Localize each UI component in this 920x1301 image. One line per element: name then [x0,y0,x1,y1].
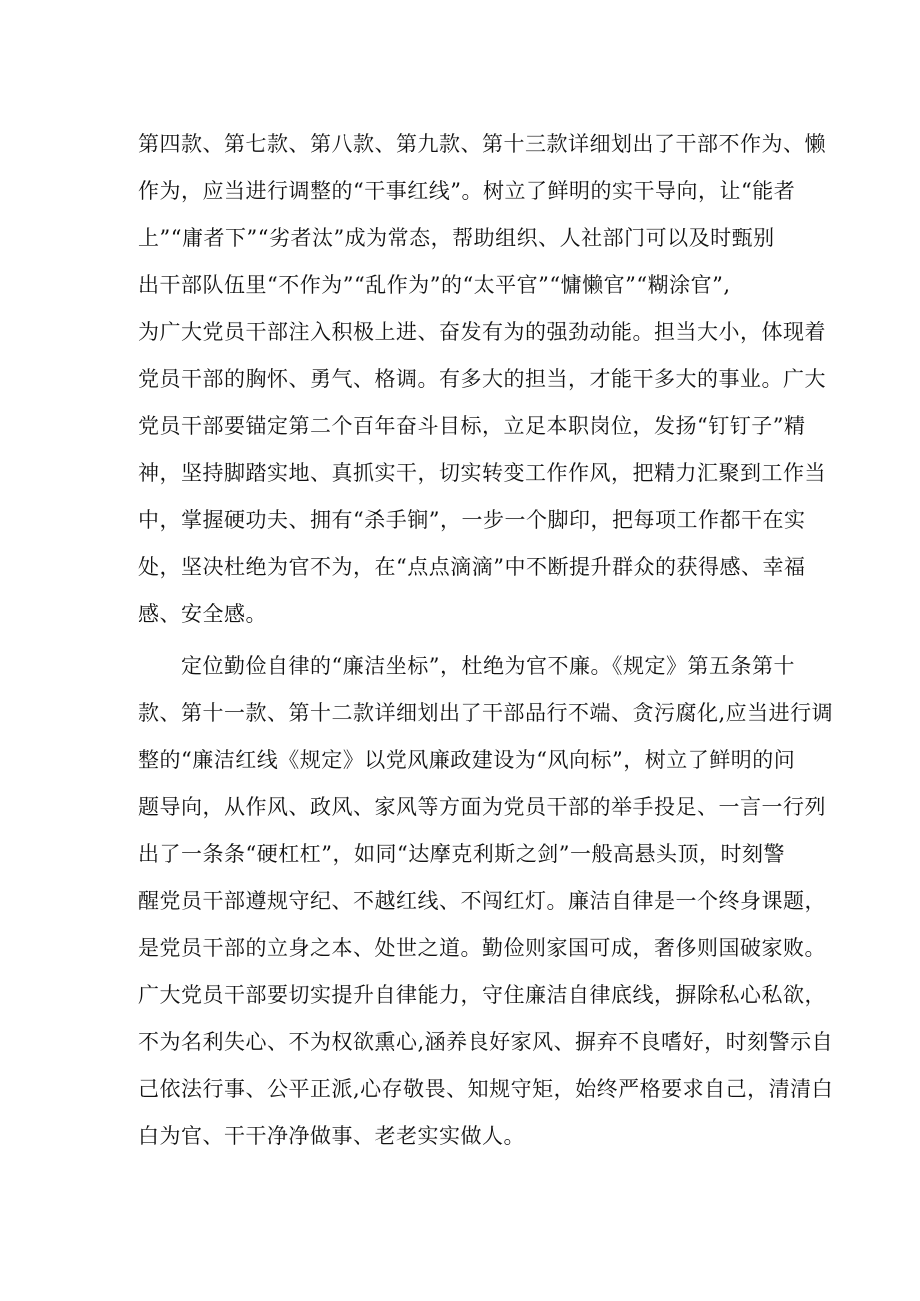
text-line: 出了一条条“硬杠杠”，如同“达摩克利斯之剑”一般高悬头顶，时刻警 [138,842,785,866]
text-line: 题导向，从作风、政风、家风等方面为党员干部的举手投足、一言一行列 [138,795,826,819]
paragraph-1 [138,121,826,638]
document-body [138,121,834,1160]
text-line: 为广大党员干部注入积极上进、奋发有为的强劲动能。担当大小，体现着 [138,320,826,344]
text-line: 款、第十一款、第十二款详细划出了干部品行不端、贪污腐化,应当进行调 [138,701,834,725]
text-line: 神，坚持脚踏实地、真抓实干，切实转变工作作风，把精力汇聚到工作当 [138,461,826,485]
text-line: 出干部队伍里“不作为”“乱作为”的“太平官”“慵懒官”“糊涂官”, [138,273,731,297]
text-line: 整的“廉洁红线《规定》以党风廉政建设为“风向标”，树立了鲜明的问 [138,748,796,772]
text-line: 处，坚决杜绝为官不为，在“点点滴滴”中不断提升群众的获得感、幸福 [138,555,806,579]
text-line: 作为，应当进行调整的“干事红线”。树立了鲜明的实干导向，让“能者 [138,179,796,203]
text-line: 白为官、干干净净做事、老老实实做人。 [138,1124,525,1148]
text-line: 党员干部的胸怀、勇气、格调。有多大的担当，才能干多大的事业。广大 [138,367,826,391]
text-line: 上”“庸者下”“劣者汰”成为常态，帮助组织、人社部门可以及时甄别 [138,226,775,250]
text-line: 感、安全感。 [138,602,267,626]
text-line: 己依法行事、公平正派,心存敬畏、知规守矩，始终严格要求自己，清清白 [138,1077,834,1101]
text-line: 定位勤俭自律的“廉洁坐标”，杜绝为官不廉。《规定》第五条第十 [138,654,795,678]
text-line: 广大党员干部要切实提升自律能力，守住廉洁自律底线，摒除私心私欲， [138,983,826,1007]
text-line: 不为名利失心、不为权欲熏心,涵养良好家风、摒弃不良嗜好，时刻警示自 [138,1030,834,1054]
paragraph-2 [138,643,834,1160]
text-line: 醒党员干部遵规守纪、不越红线、不闯红灯。廉洁自律是一个终身课题， [138,889,826,913]
text-line: 是党员干部的立身之本、处世之道。勤俭则家国可成，奢侈则国破家败。 [138,936,826,960]
text-line: 党员干部要锚定第二个百年奋斗目标，立足本职岗位，发扬“钉钉子”精 [138,414,806,438]
text-line: 中，掌握硬功夫、拥有“杀手锏”，一步一个脚印，把每项工作都干在实 [138,508,806,532]
text-line: 第四款、第七款、第八款、第九款、第十三款详细划出了干部不作为、懒 [138,132,826,156]
